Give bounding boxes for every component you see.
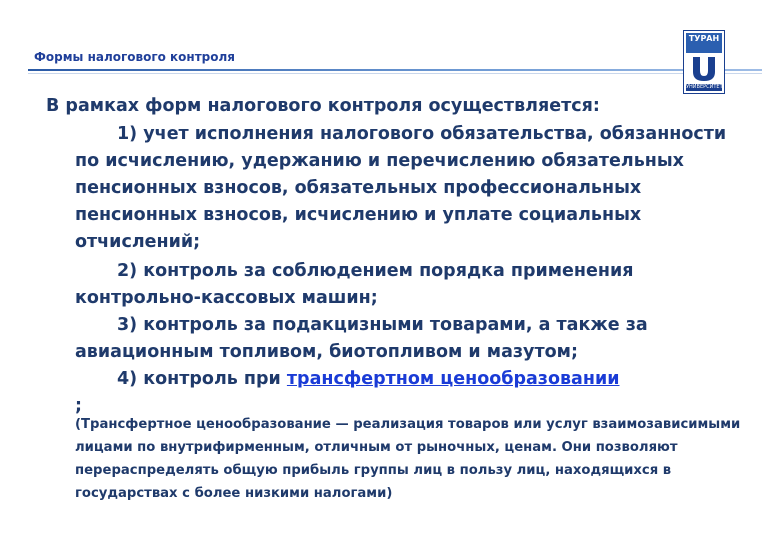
- logo-u-icon: [689, 56, 719, 82]
- definition-note: (Трансфертное ценообразование — реализация товаров или услуг взаимозависимыми лицами по внутрифирменным, отличным от рыночных, ценам. Они позволяют перераспределять общую прибыль группы лиц в пользу лиц, находящихся в государствах с более низкими налогами): [75, 417, 741, 501]
- list-item-4-prefix: 4) контроль при: [117, 369, 281, 389]
- university-logo: [683, 30, 725, 94]
- list-item-2-text: 2) контроль за соблюдением порядка применения контрольно-кассовых машин;: [75, 261, 634, 308]
- header-divider: [28, 69, 762, 71]
- header-divider-thin: [28, 73, 762, 74]
- slide-title: Формы налогового контроля: [34, 50, 235, 64]
- list-item-1-text: 1) учет исполнения налогового обязательства, обязанности по исчислению, удержанию и перечислению обязательных пенсионных взносов, обязательных профессиональных пенсионных взносов, исчислению и уплате социальных отчислений;: [75, 124, 727, 252]
- list-item-1: [75, 121, 747, 256]
- list-item-3-text: 3) контроль за подакцизными товарами, а также за авиационным топливом, биотопливом и мазутом;: [75, 315, 648, 362]
- list-item-4-suffix: ;: [75, 396, 82, 416]
- list-item-3: [75, 312, 747, 366]
- lead-text: В рамках форм налогового контроля осуществляется:: [46, 96, 600, 116]
- transfer-pricing-link[interactable]: трансфертном ценообразовании: [286, 369, 620, 389]
- list-item-2: [75, 258, 747, 312]
- list-item-4: [75, 366, 747, 420]
- logo-bottom-text: УНИВЕРСИТЕТ: [686, 84, 723, 90]
- logo-top-text: ТУРАН: [686, 33, 722, 53]
